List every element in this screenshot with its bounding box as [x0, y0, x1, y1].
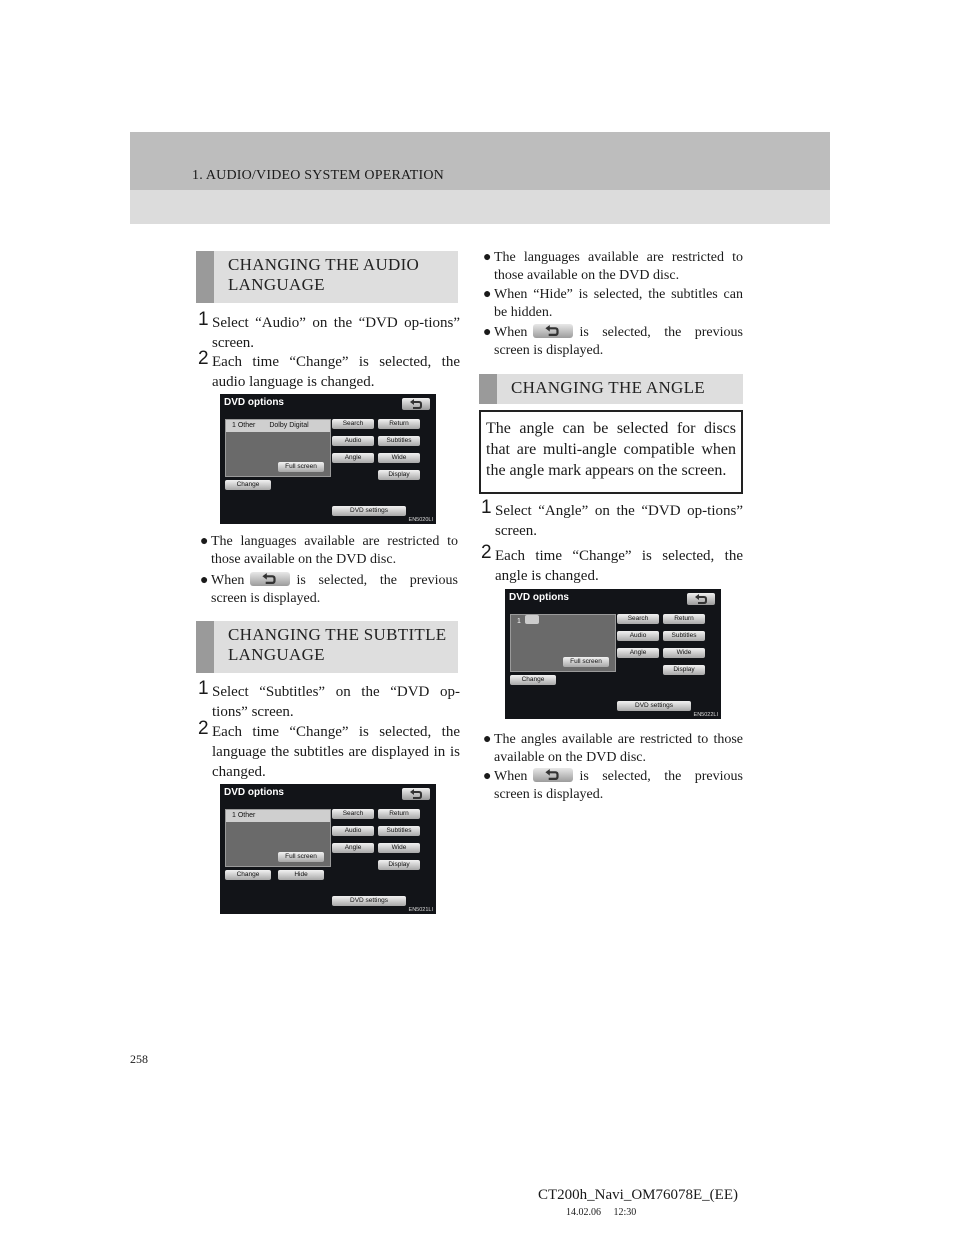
change-button[interactable]: Change: [510, 675, 556, 685]
bullet-audio-1: [200, 533, 458, 573]
display-button[interactable]: Display: [378, 860, 420, 870]
return-button[interactable]: Return: [378, 419, 420, 429]
step-number: 1: [481, 497, 492, 518]
back-button[interactable]: [402, 788, 430, 800]
step-number: 2: [198, 348, 209, 369]
display-button[interactable]: Display: [378, 470, 420, 480]
heading-subtitle-language: [196, 621, 458, 673]
step-audio-2: [198, 348, 460, 394]
angle-button[interactable]: Angle: [332, 843, 374, 853]
step-subtitle-1: [198, 678, 460, 724]
angle-note-box: The angle can be selected for discs that are multi-angle compatible when the angle mark appears on the screen.: [479, 410, 743, 494]
dvd-settings-button[interactable]: DVD settings: [332, 506, 406, 516]
bullet-angle-2: [483, 768, 743, 808]
full-screen-button[interactable]: Full screen: [278, 852, 324, 862]
bullet-dot: ●: [483, 732, 492, 747]
heading-bar: [196, 621, 214, 673]
bullet-text: The languages available are restricted to those available on the DVD disc.: [211, 534, 458, 567]
search-button[interactable]: Search: [332, 809, 374, 819]
heading-bar: [196, 251, 214, 303]
heading-text: CHANGING THE AUDIO LANGUAGE: [228, 255, 420, 294]
bullet-text: When “Hide” is selected, the subtitles can be hidden.: [494, 287, 743, 320]
back-button-icon: [250, 572, 290, 586]
step-subtitle-2: [198, 718, 460, 784]
section-header: 1. AUDIO/VIDEO SYSTEM OPERATION: [192, 168, 444, 183]
angle-button[interactable]: Angle: [332, 453, 374, 463]
image-tag: EN5020LI: [408, 517, 433, 523]
dvd-settings-button[interactable]: DVD settings: [617, 701, 691, 711]
back-button-icon: [533, 324, 573, 338]
audio-button[interactable]: Audio: [332, 826, 374, 836]
display-button[interactable]: Display: [663, 665, 705, 675]
bullet-text: The languages available are restricted to those available on the DVD disc.: [494, 250, 743, 283]
bullet-text: The angles available are restricted to those available on the DVD disc.: [494, 732, 743, 765]
bullet-text: When is selected, the previous screen is displayed.: [211, 573, 458, 606]
heading-angle: [479, 374, 743, 404]
bullet-subtitle-3: [483, 324, 743, 364]
back-button-icon: [533, 768, 573, 782]
subtitles-button[interactable]: Subtitles: [378, 826, 420, 836]
bullet-subtitle-1: [483, 249, 743, 289]
bullet-text: When is selected, the previous screen is displayed.: [494, 769, 743, 802]
step-number: 2: [198, 718, 209, 739]
angle-mark-icon: [525, 615, 539, 624]
step-text: Each time “Change” is selected, the audio language is changed.: [212, 354, 460, 390]
heading-audio-language: [196, 251, 458, 303]
hide-button[interactable]: Hide: [278, 870, 324, 880]
heading-text: CHANGING THE SUBTITLE LANGUAGE: [228, 625, 447, 664]
step-angle-2: [481, 542, 743, 588]
bullet-dot: ●: [483, 769, 492, 784]
dvd-options-screen-subtitle: [220, 784, 436, 914]
subtitles-button[interactable]: Subtitles: [663, 631, 705, 641]
full-screen-button[interactable]: Full screen: [563, 657, 609, 667]
angle-button[interactable]: Angle: [617, 648, 659, 658]
wide-button[interactable]: Wide: [663, 648, 705, 658]
wide-button[interactable]: Wide: [378, 843, 420, 853]
back-button[interactable]: [687, 593, 715, 605]
heading-text: CHANGING THE ANGLE: [511, 378, 705, 397]
bullet-audio-2: [200, 572, 458, 612]
bullet-subtitle-2: [483, 286, 743, 326]
pane-header: 1 Other Dolby Digital: [226, 420, 330, 432]
bullet-dot: ●: [483, 325, 492, 340]
back-button[interactable]: [402, 398, 430, 410]
pane-header: 1: [511, 615, 615, 627]
step-number: 1: [198, 678, 209, 699]
image-tag: EN5022LI: [693, 712, 718, 718]
step-text: Select “Angle” on the “DVD op-tions” screen.: [495, 503, 743, 539]
subtitles-button[interactable]: Subtitles: [378, 436, 420, 446]
bullet-text: When is selected, the previous screen is displayed.: [494, 325, 743, 358]
dvd-options-screen-angle: [505, 589, 721, 719]
full-screen-button[interactable]: Full screen: [278, 462, 324, 472]
screen-title: DVD options: [224, 397, 284, 408]
footer-timestamp: 14.02.06 12:30: [566, 1207, 637, 1218]
bullet-dot: ●: [200, 573, 209, 588]
step-number: 1: [198, 309, 209, 330]
header-subband: [130, 190, 830, 224]
screen-title: DVD options: [224, 787, 284, 798]
return-button[interactable]: Return: [378, 809, 420, 819]
wide-button[interactable]: Wide: [378, 453, 420, 463]
step-number: 2: [481, 542, 492, 563]
search-button[interactable]: Search: [332, 419, 374, 429]
step-text: Select “Subtitles” on the “DVD op-tions” screen.: [212, 684, 460, 720]
image-tag: EN5021LI: [408, 907, 433, 913]
bullet-angle-1: [483, 731, 743, 771]
step-audio-1: [198, 309, 460, 355]
step-text: Each time “Change” is selected, the angle is changed.: [495, 548, 743, 584]
change-button[interactable]: Change: [225, 870, 271, 880]
audio-button[interactable]: Audio: [332, 436, 374, 446]
bullet-dot: ●: [200, 534, 209, 549]
dvd-settings-button[interactable]: DVD settings: [332, 896, 406, 906]
return-button[interactable]: Return: [663, 614, 705, 624]
footer-doc-id: CT200h_Navi_OM76078E_(EE): [538, 1187, 738, 1203]
screen-title: DVD options: [509, 592, 569, 603]
heading-bar: [479, 374, 497, 404]
step-angle-1: [481, 497, 743, 543]
bullet-dot: ●: [483, 250, 492, 265]
pane-header: 1 Other: [226, 810, 330, 822]
step-text: Each time “Change” is selected, the language the subtitles are displayed in is changed.: [212, 724, 460, 780]
dvd-options-screen-audio: [220, 394, 436, 524]
search-button[interactable]: Search: [617, 614, 659, 624]
page-number: 258: [130, 1052, 148, 1066]
step-text: Select “Audio” on the “DVD op-tions” screen.: [212, 315, 460, 351]
bullet-dot: ●: [483, 287, 492, 302]
audio-button[interactable]: Audio: [617, 631, 659, 641]
change-button[interactable]: Change: [225, 480, 271, 490]
